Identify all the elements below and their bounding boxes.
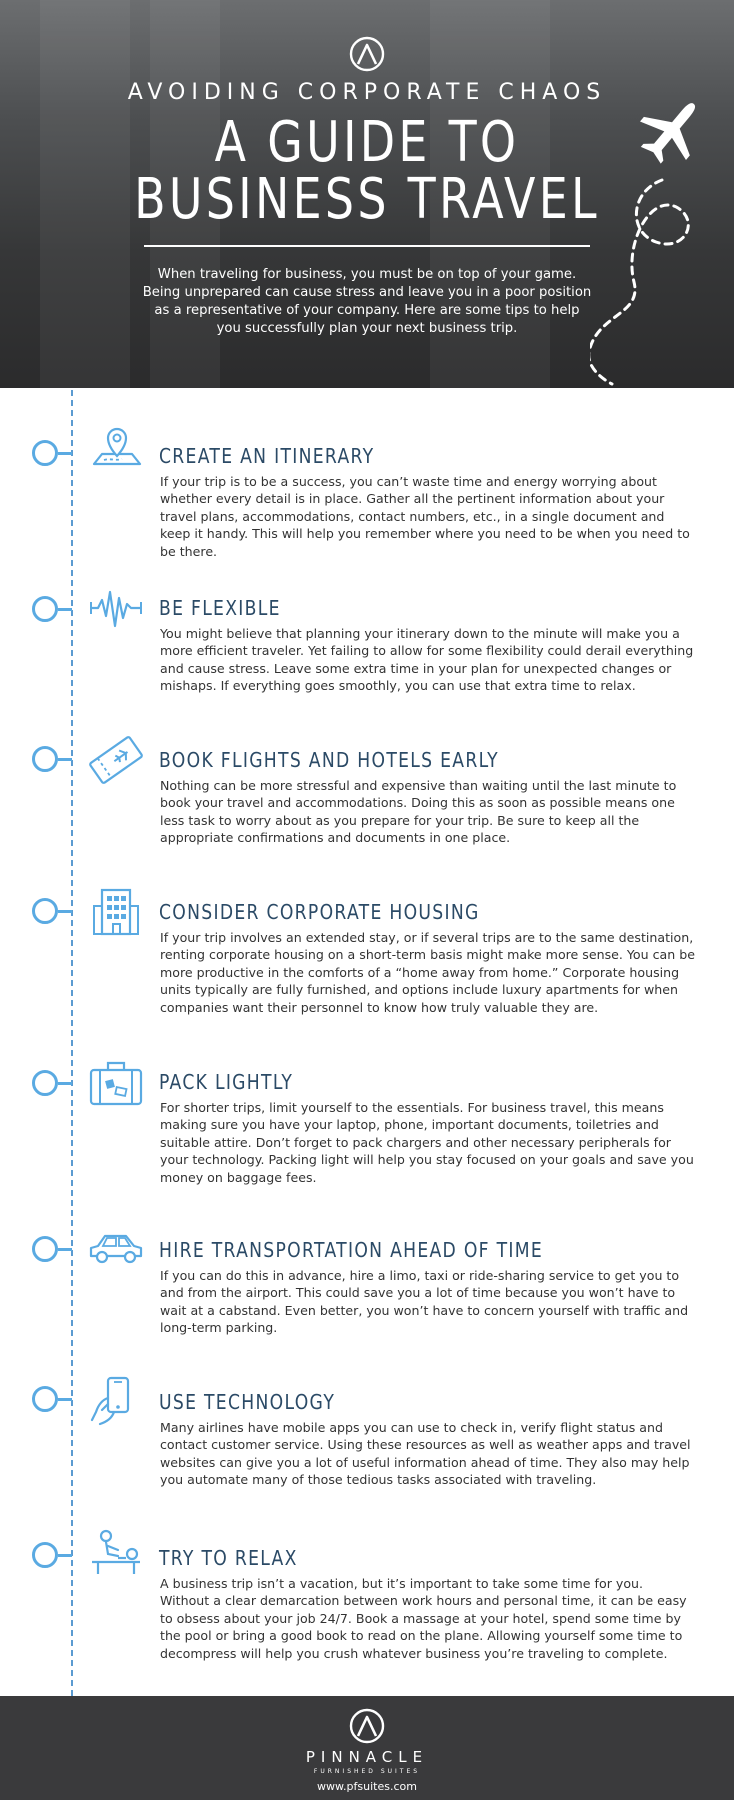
timeline-node <box>32 1236 58 1262</box>
section-title: CONSIDER CORPORATE HOUSING <box>159 900 480 924</box>
building-icon <box>88 886 144 938</box>
plane-ticket-icon <box>88 734 144 786</box>
timeline-connector <box>58 608 72 611</box>
suitcase-icon <box>88 1058 144 1110</box>
timeline-connector <box>58 910 72 913</box>
timeline-node <box>32 596 58 622</box>
hero-divider <box>144 245 590 247</box>
footer <box>0 1696 734 1800</box>
footer-website-link[interactable]: www.pfsuites.com <box>317 1780 417 1793</box>
timeline-node <box>32 1386 58 1412</box>
hero-title-line2: BUSINESS TRAVEL <box>134 167 600 232</box>
section-body: If your trip involves an extended stay, or if several trips are to the same destination, renting corporate housing on a short-term basis might make more sense. You can be more productive in the comforts of a “home away from home.” Corporate housing units typically are fully furnished, and options include luxury apartments for when companies want their personnel to know how truly valuable they are. <box>160 930 695 1015</box>
section-body: For shorter trips, limit yourself to the essentials. For business travel, this means making sure you have your laptop, phone, important documents, toiletries and suitable attire. Don’t forget to pack chargers and other necessary peripherals for your technology. Packing light will help you stay focused on your goals and save you money on baggage fees. <box>160 1100 694 1185</box>
section-title: CREATE AN ITINERARY <box>159 444 375 468</box>
section-body: You might believe that planning your itinerary down to the minute will make you a more efficient traveler. Yet failing to allow for some flexibility could derail everything and cause stress. Leave some extra time in your plan for unexpected changes or mishaps. If everything goes smoothly, you can use that extra time to relax. <box>160 626 694 694</box>
smartphone-hand-icon <box>88 1376 144 1428</box>
airplane-icon <box>590 92 734 388</box>
section-body: If your trip is to be a success, you can’t waste time and energy worrying about whether every detail is in place. Gather all the pertinent information about your travel plans, accommodations, contact numbers, etc., in a single document and keep it handy. This will help you remember where you need to be when you need to be there. <box>160 474 690 559</box>
section-title: PACK LIGHTLY <box>159 1070 294 1094</box>
timeline-node <box>32 746 58 772</box>
section-title: TRY TO RELAX <box>159 1546 298 1570</box>
section-body: If you can do this in advance, hire a limo, taxi or ride-sharing service to get you to and from the airport. This could save you a lot of time because you won’t have to wait at a cabstand. Even better, you won’t have to concern yourself with traffic and long-term parking. <box>160 1268 689 1336</box>
hero-title-line1: A GUIDE TO <box>214 110 520 175</box>
timeline-node <box>32 1070 58 1096</box>
pinnacle-logo-icon <box>349 36 385 72</box>
timeline-connector <box>58 1082 72 1085</box>
section-body: Many airlines have mobile apps you can use to check in, verify flight status and contact customer service. Using these resources as well as weather apps and travel websites can give you a lot of useful information ahead of time. They also may help you automate many of those tedious tasks associated with traveling. <box>160 1420 691 1488</box>
timeline-node <box>32 1542 58 1568</box>
timeline-connector <box>58 1248 72 1251</box>
timeline-node <box>32 440 58 466</box>
timeline-node <box>32 898 58 924</box>
section-title: BOOK FLIGHTS AND HOTELS EARLY <box>159 748 499 772</box>
footer-brand: PINNACLE <box>305 1748 429 1766</box>
hero-banner <box>0 0 734 388</box>
timeline-connector <box>58 1554 72 1557</box>
section-title: HIRE TRANSPORTATION AHEAD OF TIME <box>159 1238 544 1262</box>
section-title: BE FLEXIBLE <box>159 596 281 620</box>
timeline-connector <box>58 1398 72 1401</box>
pinnacle-logo-icon <box>349 1708 385 1744</box>
footer-tagline: FURNISHED SUITES <box>313 1768 421 1775</box>
section-body: A business trip isn’t a vacation, but it’s important to take some time for you. Without a clear demarcation between work hours and personal time, it can be easy to obsess about your job 24/7. Book a massage at your hotel, spend some time by the pool or bring a good book to read on the plane. Allowing yourself some time to decompress will help you crush whatever business you’re traveling to complete. <box>160 1576 687 1661</box>
car-icon <box>88 1224 144 1276</box>
timeline-connector <box>58 758 72 761</box>
timeline-dashed-line <box>71 390 73 1696</box>
hero-subtitle: AVOIDING CORPORATE CHAOS <box>127 80 607 105</box>
massage-icon <box>88 1528 144 1580</box>
sound-wave-icon <box>88 586 144 638</box>
section-title: USE TECHNOLOGY <box>159 1390 336 1414</box>
map-pin-icon <box>88 426 144 478</box>
section-body: Nothing can be more stressful and expensive than waiting until the last minute to book your travel and accommodations. Doing this as soon as possible means one less task to worry about as you prepare for your trip. Be sure to keep all the appropriate confirmations and documents in one place. <box>160 778 677 846</box>
hero-intro: When traveling for business, you must be on top of your game. Being unprepared can cause stress and leave you in a poor position as a representative of your company. Here are some tips to help you successfully plan your next business trip. <box>142 267 592 336</box>
timeline-connector <box>58 452 72 455</box>
